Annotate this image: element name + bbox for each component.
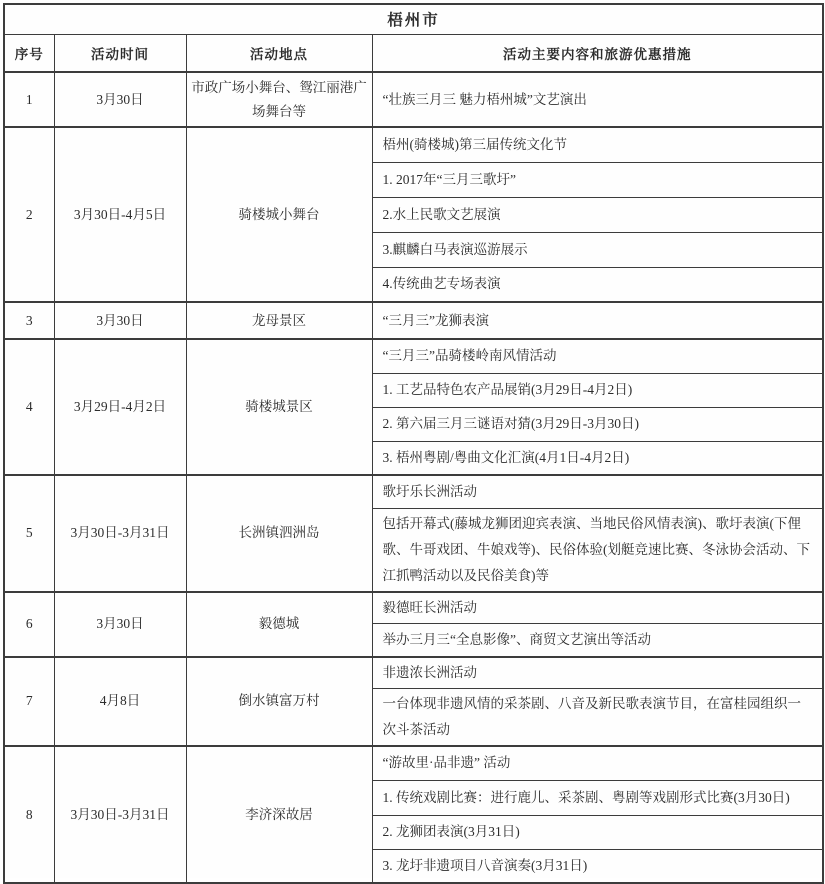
content-item-cell: 歌圩乐长洲活动	[372, 475, 823, 508]
place-cell: 龙母景区	[186, 302, 372, 339]
table-title: 梧州市	[4, 4, 823, 34]
table-row	[4, 475, 823, 508]
seq-cell: 8	[4, 746, 54, 883]
seq-cell: 2	[4, 127, 54, 302]
content-item-cell: 1. 传统戏剧比赛：进行鹿儿、采茶剧、粤剧等戏剧形式比赛(3月30日)	[372, 780, 823, 815]
content-item-cell: 非遗浓长洲活动	[372, 657, 823, 689]
place-cell: 骑楼城小舞台	[186, 127, 372, 302]
content-item-cell: 2.水上民歌文艺展演	[372, 197, 823, 232]
time-cell: 3月30日-3月31日	[54, 475, 186, 592]
content-item-cell: 4.传统曲艺专场表演	[372, 267, 823, 302]
seq-cell: 7	[4, 657, 54, 747]
table-row	[4, 657, 823, 689]
time-cell: 3月29日-4月2日	[54, 339, 186, 475]
table-row	[4, 127, 823, 162]
content-item-cell: 2. 龙狮团表演(3月31日)	[372, 815, 823, 849]
col-header-no: 序号	[4, 34, 54, 72]
table-row	[4, 72, 823, 127]
table-row	[4, 746, 823, 780]
content-item-cell: 3. 龙圩非遗项目八音演奏(3月31日)	[372, 849, 823, 883]
content-item-cell: 3. 梧州粤剧/粤曲文化汇演(4月1日-4月2日)	[372, 441, 823, 475]
place-cell: 倒水镇富万村	[186, 657, 372, 747]
time-cell: 3月30日-3月31日	[54, 746, 186, 883]
content-item-cell: “三月三”品骑楼岭南风情活动	[372, 339, 823, 373]
content-item-cell: 2. 第六届三月三谜语对猜(3月29日-3月30日)	[372, 407, 823, 441]
time-cell: 3月30日	[54, 592, 186, 657]
table-row	[4, 339, 823, 373]
col-header-time: 活动时间	[54, 34, 186, 72]
seq-cell: 4	[4, 339, 54, 475]
place-cell: 骑楼城景区	[186, 339, 372, 475]
place-cell: 长洲镇泗洲岛	[186, 475, 372, 592]
place-cell: 市政广场小舞台、鸳江丽港广场舞台等	[186, 72, 372, 127]
seq-cell: 5	[4, 475, 54, 592]
content-item-cell: 包括开幕式(藤城龙狮团迎宾表演、当地民俗风情表演)、歌圩表演(下俚歌、牛哥戏团、牛娘戏等)、民俗体验(划艇竞速比赛、冬泳协会活动、下江抓鸭活动以及民俗美食)等	[372, 508, 823, 592]
content-item-cell: 3.麒麟白马表演巡游展示	[372, 232, 823, 267]
content-item-cell: “三月三”龙狮表演	[372, 302, 823, 339]
content-item-cell: 1. 工艺品特色农产品展销(3月29日-4月2日)	[372, 373, 823, 407]
time-cell: 3月30日	[54, 72, 186, 127]
table-row	[4, 592, 823, 624]
content-item-cell: 一台体现非遗风情的采茶剧、八音及新民歌表演节目，在富桂园组织一次斗茶活动	[372, 689, 823, 747]
content-item-cell: 举办三月三“全息影像”、商贸文艺演出等活动	[372, 624, 823, 657]
time-cell: 4月8日	[54, 657, 186, 747]
wuzhou-events-table	[3, 3, 824, 884]
content-item-cell: 1. 2017年“三月三歌圩”	[372, 162, 823, 197]
seq-cell: 3	[4, 302, 54, 339]
col-header-content: 活动主要内容和旅游优惠措施	[372, 34, 823, 72]
content-item-cell: “游故里·品非遗” 活动	[372, 746, 823, 780]
place-cell: 毅德城	[186, 592, 372, 657]
content-item-cell: “壮族三月三 魅力梧州城”文艺演出	[372, 72, 823, 127]
content-item-cell: 梧州(骑楼城)第三届传统文化节	[372, 127, 823, 162]
place-cell: 李济深故居	[186, 746, 372, 883]
col-header-place: 活动地点	[186, 34, 372, 72]
table-row	[4, 302, 823, 339]
content-item-cell: 毅德旺长洲活动	[372, 592, 823, 624]
seq-cell: 1	[4, 72, 54, 127]
seq-cell: 6	[4, 592, 54, 657]
time-cell: 3月30日	[54, 302, 186, 339]
time-cell: 3月30日-4月5日	[54, 127, 186, 302]
